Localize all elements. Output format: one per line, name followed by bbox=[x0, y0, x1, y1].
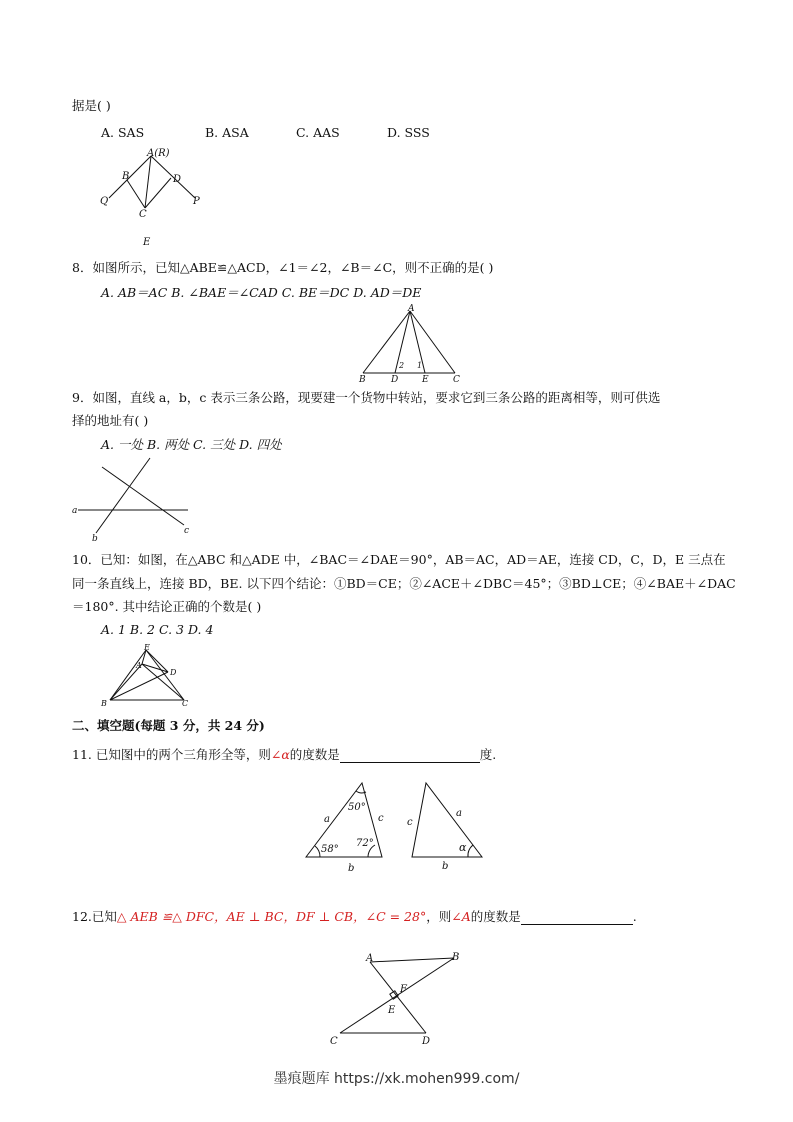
q10-label-d: D bbox=[170, 668, 177, 677]
section-title: 二、填空题(每题 3 分，共 24 分) bbox=[72, 718, 265, 733]
q11-label-c1: c bbox=[378, 813, 384, 824]
q12-label-e: E bbox=[388, 1005, 396, 1016]
q10-line2: 同一条直线上，连接 BD，BE. 以下四个结论：①BD＝CE；②∠ACE＋∠DBC＝45°；③BD⊥CE；④∠BAE＋∠DAC bbox=[72, 576, 736, 591]
q7-label-c: C bbox=[139, 209, 147, 220]
q8-label-a: A bbox=[408, 304, 415, 314]
q8-options: A. AB＝AC B. ∠BAE＝∠CAD C. BE＝DC D. AD＝DE bbox=[101, 285, 422, 300]
q11-text bbox=[72, 745, 496, 763]
q10-label-a: A bbox=[136, 661, 142, 670]
q10-label-e: E bbox=[144, 643, 150, 652]
q12-label-f: F bbox=[400, 984, 407, 995]
q11-label-b1: b bbox=[348, 863, 355, 874]
q9-line2: 择的地址有( ) bbox=[72, 413, 149, 428]
q12-end: . bbox=[632, 909, 637, 924]
q12-text bbox=[72, 907, 637, 925]
q9-label-c: c bbox=[184, 526, 190, 536]
q11-blank bbox=[340, 747, 480, 763]
q12-angle: ∠A bbox=[451, 909, 471, 924]
q11-label-a1: a bbox=[324, 814, 330, 825]
q7-label-d: D bbox=[173, 174, 182, 185]
q12-mid: ，则 bbox=[426, 909, 452, 924]
q7-label-p: P bbox=[193, 196, 200, 207]
q7-label-a: A(R) bbox=[147, 148, 170, 159]
q12-label-b: B bbox=[452, 952, 460, 963]
q7-option-d: D. SSS bbox=[387, 125, 430, 140]
q10-line1: 10．已知：如图，在△ABC 和△ADE 中，∠BAC＝∠DAE＝90°，AB＝AC，AD＝AE，连接 CD，C，D，E 三点在 bbox=[72, 552, 726, 567]
q7-figure bbox=[95, 148, 205, 248]
q11-label-a2: a bbox=[456, 808, 462, 819]
q8-label-2: 2 bbox=[399, 361, 405, 370]
footer-watermark: 墨痕题库 https://xk.mohen999.com/ bbox=[273, 1071, 520, 1087]
q9-label-b: b bbox=[92, 534, 98, 544]
q9-figure bbox=[70, 455, 200, 544]
q7-label-b: B bbox=[122, 171, 130, 182]
q10-line3: ＝180°. 其中结论正确的个数是( ) bbox=[72, 599, 262, 614]
q8-stem: 8．如图所示，已知△ABE≌△ACD，∠1＝∠2，∠B＝∠C，则不正确的是( ) bbox=[72, 260, 494, 275]
q11-unit: 度. bbox=[479, 747, 497, 762]
q12-suffix: 的度数是 bbox=[470, 909, 521, 924]
q8-label-e: E bbox=[422, 375, 429, 385]
q11-prefix: 11. 已知图中的两个三角形全等，则 bbox=[72, 747, 271, 762]
q7-option-a: A. SAS bbox=[101, 125, 145, 140]
q7-tail: 据是( ) bbox=[72, 98, 111, 113]
q11-alpha: ∠α bbox=[270, 747, 290, 762]
q10-label-b: B bbox=[101, 699, 107, 708]
q12-figure bbox=[328, 948, 468, 1048]
q11-figure bbox=[300, 775, 490, 875]
q10-options: A. 1 B. 2 C. 3 D. 4 bbox=[101, 622, 214, 637]
q12-prefix: 12.已知 bbox=[72, 909, 117, 924]
q12-label-a: A bbox=[366, 953, 374, 964]
q8-label-b: B bbox=[359, 375, 366, 385]
q12-formula: △ AEB ≌△ DFC，AE ⊥ BC，DF ⊥ CB，∠C = 28° bbox=[116, 909, 427, 924]
q7-label-o: Q bbox=[100, 196, 109, 207]
q8-label-d: D bbox=[391, 375, 399, 385]
q8-label-1: 1 bbox=[417, 361, 423, 370]
q8-label-c: C bbox=[453, 375, 460, 385]
q11-label-72: 72° bbox=[356, 838, 374, 849]
q10-figure bbox=[98, 642, 198, 707]
q9-line1: 9．如图，直线 a，b，c 表示三条公路，现要建一个货物中转站，要求它到三条公路的距离相等，则可供选 bbox=[72, 390, 661, 405]
q9-label-a: a bbox=[72, 506, 78, 516]
q10-label-c: C bbox=[182, 699, 189, 708]
q7-option-b: B. ASA bbox=[205, 125, 249, 140]
q8-figure bbox=[355, 303, 465, 383]
q11-suffix: 的度数是 bbox=[289, 747, 340, 762]
q11-label-b2: b bbox=[442, 861, 449, 872]
q12-blank bbox=[521, 909, 633, 925]
q9-options: A. 一处 B. 两处 C. 三处 D. 四处 bbox=[101, 437, 282, 452]
q11-label-alpha: α bbox=[459, 841, 467, 854]
q7-option-c: C. AAS bbox=[296, 125, 340, 140]
q11-label-c2: c bbox=[407, 817, 413, 828]
q11-label-50: 50° bbox=[348, 802, 366, 813]
q7-label-e: E bbox=[143, 237, 151, 248]
q12-label-d: D bbox=[422, 1036, 431, 1047]
q12-label-c: C bbox=[330, 1036, 338, 1047]
q11-label-58: 58° bbox=[321, 844, 339, 855]
